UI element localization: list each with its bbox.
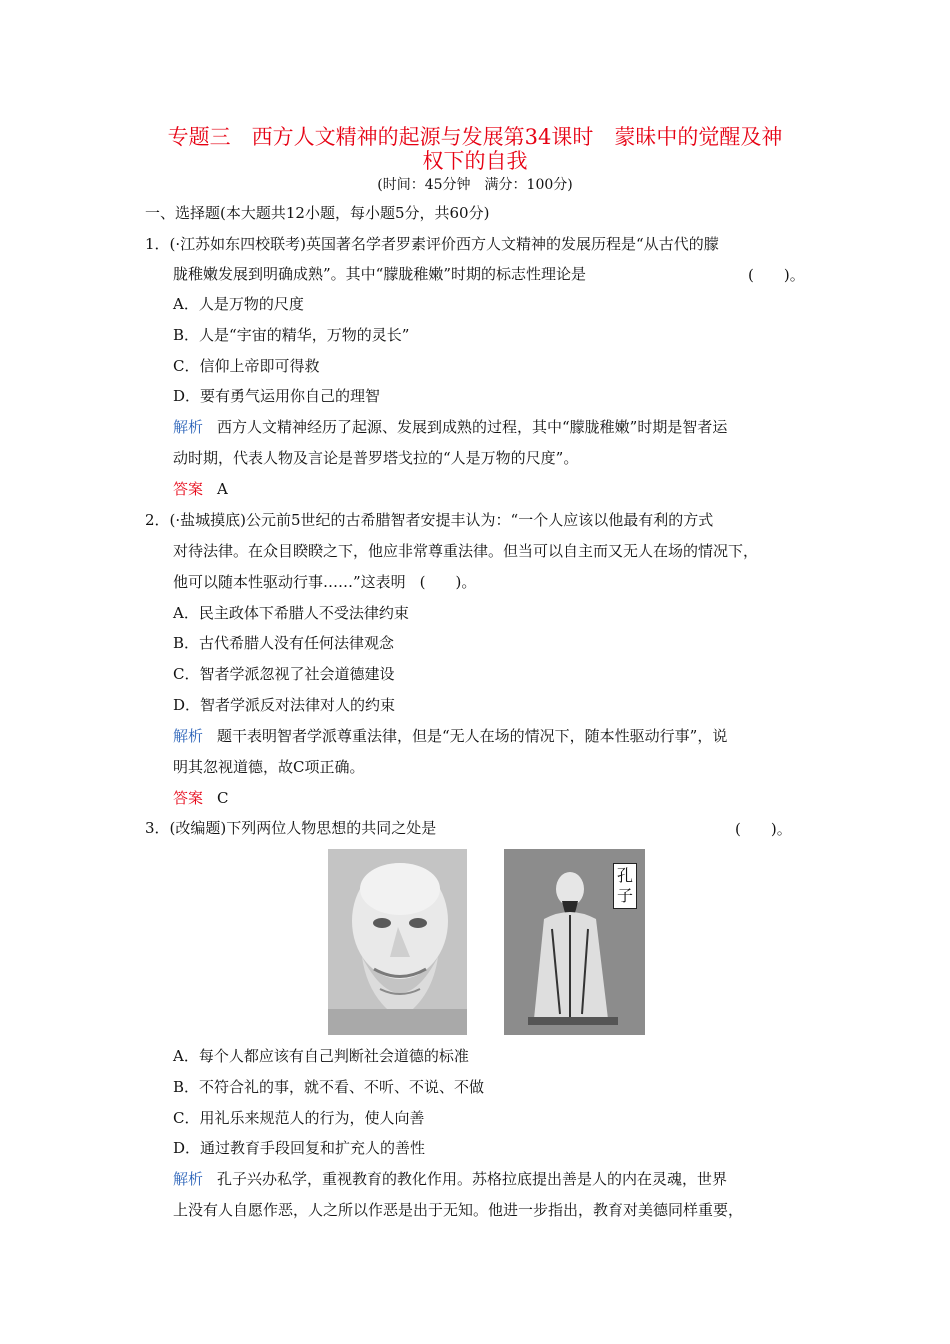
q3-stem-line-1: 3．(改编题)下列两位人物思想的共同之处是 — [145, 819, 437, 837]
q2-option-c: C．智者学派忽视了社会道德建设 — [173, 665, 395, 683]
confucius-portrait-image — [504, 849, 645, 1035]
q1-analysis-line-1: 解析 西方人文精神经历了起源、发展到成熟的过程，其中“朦胧稚嫩”时期是智者运 — [173, 418, 728, 436]
q1-analysis-line-2: 动时期，代表人物及言论是普罗塔戈拉的“人是万物的尺度”。 — [173, 449, 579, 467]
section-heading: 一、选择题(本大题共12小题，每小题5分，共60分) — [145, 204, 490, 222]
q2-stem-line-2: 对待法律。在众目睽睽之下，他应非常尊重法律。但当可以自主而又无人在场的情况下， — [173, 542, 759, 560]
q3-option-a: A．每个人都应该有自己判断社会道德的标准 — [173, 1047, 469, 1065]
q2-analysis-line-2: 明其忽视道德，故C项正确。 — [173, 758, 365, 776]
q2-option-d: D．智者学派反对法律对人的约束 — [173, 696, 396, 714]
analysis-label: 解析 — [173, 418, 204, 436]
q1-stem-line-2: 胧稚嫩发展到明确成熟”。其中“朦胧稚嫩”时期的标志性理论是 — [173, 265, 587, 283]
q1-option-c: C．信仰上帝即可得救 — [173, 357, 320, 375]
q2-stem-line-1: 2．(·盐城摸底)公元前5世纪的古希腊智者安提丰认为：“一个人应该以他最有利的方式 — [145, 511, 714, 529]
subtitle: (时间：45分钟 满分：100分) — [377, 177, 573, 193]
title-line-2: 权下的自我 — [422, 149, 528, 173]
q1-option-d: D．要有勇气运用你自己的理智 — [173, 387, 381, 405]
answer-label: 答案 — [173, 789, 204, 807]
q1-option-b: B．人是“宇宙的精华，万物的灵长” — [173, 326, 410, 344]
q3-option-d: D．通过教育手段回复和扩充人的善性 — [173, 1139, 426, 1157]
confucius-label: 孔子 — [613, 863, 637, 909]
q2-option-a: A．民主政体下希腊人不受法律约束 — [173, 604, 409, 622]
q2-analysis-line-1: 解析 题干表明智者学派尊重法律，但是“无人在场的情况下，随本性驱动行事”，说 — [173, 727, 728, 745]
q1-answer-line: 答案 A — [173, 480, 228, 498]
q2-option-b: B．古代希腊人没有任何法律观念 — [173, 634, 395, 652]
title-line-1: 专题三 西方人文精神的起源与发展第34课时 蒙昧中的觉醒及神 — [167, 125, 783, 149]
analysis-label: 解析 — [173, 1170, 204, 1188]
q3-analysis-line-2: 上没有人自愿作恶，人之所以作恶是出于无知。他进一步指出，教育对美德同样重要， — [173, 1201, 744, 1219]
q2-answer-line: 答案 C — [173, 789, 229, 807]
q2-stem-line-3: 他可以随本性驱动行事……”这表明 ( )。 — [173, 573, 477, 591]
q3-analysis-line-1: 解析 孔子兴办私学，重视教育的教化作用。苏格拉底提出善是人的内在灵魂，世界 — [173, 1170, 728, 1188]
q3-option-c: C．用礼乐来规范人的行为，使人向善 — [173, 1109, 425, 1127]
q1-option-a: A．人是万物的尺度 — [173, 295, 304, 313]
q1-stem-line-1: 1．(·江苏如东四校联考)英国著名学者罗素评价西方人文精神的发展历程是“从古代的朦 — [145, 235, 719, 253]
socrates-bust-image — [328, 849, 467, 1035]
q3-answer-blank: ( )。 — [735, 820, 792, 838]
q2-answer-blank: ( )。 — [419, 573, 477, 591]
analysis-label: 解析 — [173, 727, 204, 745]
q1-answer-blank: ( )。 — [748, 266, 805, 284]
answer-label: 答案 — [173, 480, 204, 498]
q3-option-b: B．不符合礼的事，就不看、不听、不说、不做 — [173, 1078, 485, 1096]
